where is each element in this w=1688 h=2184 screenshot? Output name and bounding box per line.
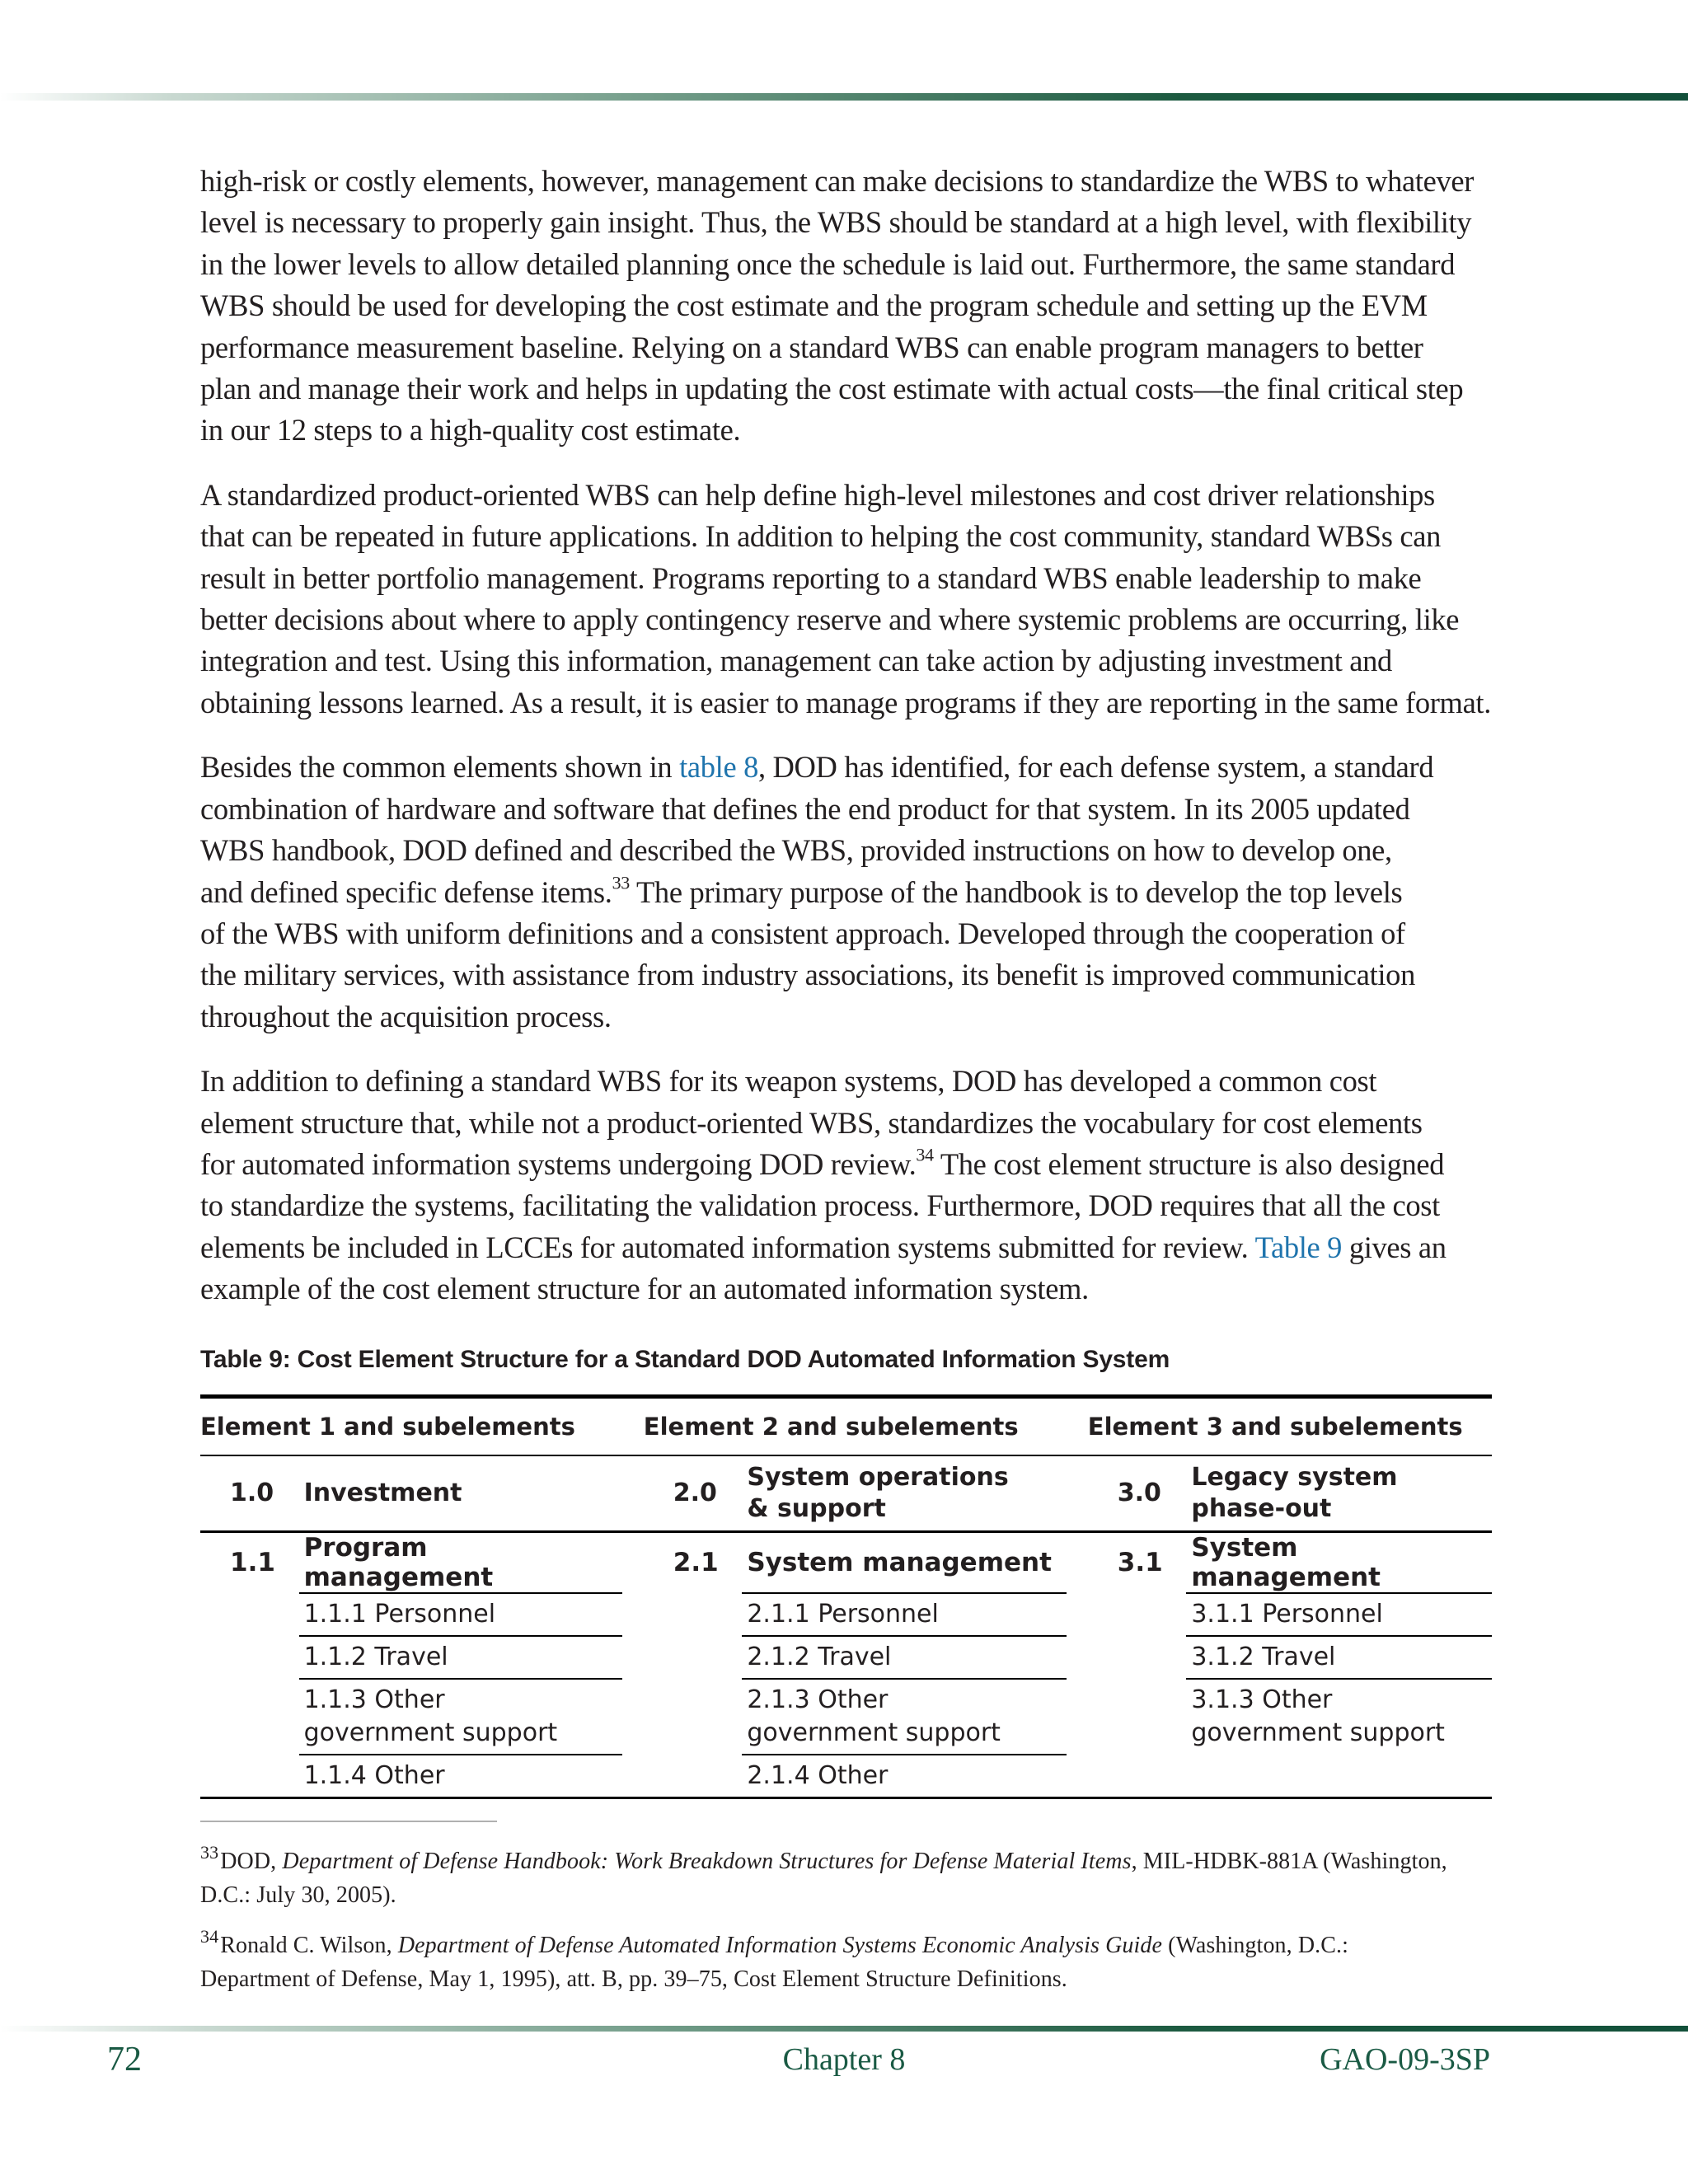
paragraph-2 — [200, 475, 1493, 724]
subelement: 1.1.2 Travel — [299, 1636, 622, 1679]
p1-line: performance measurement baseline. Relying on a standard WBS can enable program managers to better — [200, 330, 1423, 364]
p3-text: , DOD has identified, for each defense system, a standard — [757, 750, 1434, 785]
p1-line: high-risk or costly elements, however, management can make decisions to standardize the WBS to whatever — [200, 164, 1475, 198]
p2-line: result in better portfolio management. Programs reporting to a standard WBS enable leadership to make — [200, 560, 1422, 595]
p1-line: in our 12 steps to a high-quality cost estimate. — [200, 413, 741, 448]
footnote-ref-33[interactable]: 33 — [612, 872, 630, 893]
subelement: 1.1.3 Other government support — [299, 1679, 622, 1755]
footnote-33 — [200, 1841, 1493, 1912]
p2-line: A standardized product-oriented WBS can help define high-level milestones and cost driver relationships — [200, 477, 1435, 512]
p1-line: plan and manage their work and helps in updating the cost estimate with actual costs—the final critical step — [200, 372, 1464, 406]
subelement: 2.1.2 Travel — [742, 1636, 1066, 1679]
top-decorative-rule — [0, 93, 1688, 101]
p4-text: gives an — [1342, 1230, 1447, 1264]
footnote-text: Department of Defense, May 1, 1995), att. B, pp. 39–75, Cost Element Structure Definitions. — [200, 1966, 1067, 1992]
p1-line: WBS should be used for developing the cost estimate and the program schedule and setting up the EVM — [200, 288, 1428, 323]
subelement: 3.1.2 Travel — [1186, 1636, 1492, 1679]
element-number: 2.1 — [673, 1548, 719, 1578]
footnote-title: Department of Defense Automated Information Systems Economic Analysis Guide — [397, 1933, 1163, 1958]
table-title: Table 9: Cost Element Structure for a Standard DOD Automated Information System — [200, 1345, 1170, 1373]
footnotes — [200, 1841, 1493, 2013]
subelement: 2.1.1 Personnel — [742, 1593, 1066, 1636]
table-row — [200, 1636, 1492, 1679]
element-label: System management — [742, 1531, 1066, 1593]
document-id: GAO-09-3SP — [1320, 2042, 1490, 2077]
footnote-title: Department of Defense Handbook: Work Breakdown Structures for Defense Material Items — [282, 1849, 1132, 1874]
p2-line: obtaining lessons learned. As a result, it is easier to manage programs if they are reporting in the same format. — [200, 685, 1491, 719]
element-label: System operations & support — [742, 1455, 1066, 1532]
p3-line: combination of hardware and software that defines the end product for that system. In its 2005 updated — [200, 791, 1410, 826]
table-row-level0 — [200, 1455, 1492, 1532]
paragraph-3 — [200, 747, 1493, 1038]
cost-element-table — [200, 1394, 1492, 1799]
paragraph-1 — [200, 161, 1493, 452]
table-header-row — [200, 1396, 1492, 1455]
table-row — [200, 1755, 1492, 1798]
p2-line: better decisions about where to apply contingency reserve and where systemic problems are occurring, like — [200, 602, 1460, 637]
element-number: 3.1 — [1117, 1548, 1163, 1578]
footnote-ref-34[interactable]: 34 — [916, 1144, 934, 1165]
p1-line: level is necessary to properly gain insight. Thus, the WBS should be standard at a high level, with flexibility — [200, 205, 1472, 240]
p3-text: The primary purpose of the handbook is to develop the top levels — [629, 874, 1403, 909]
column-header: Element 1 and subelements — [200, 1396, 622, 1455]
footnote-number: 33 — [200, 1841, 219, 1863]
footnote-34 — [200, 1925, 1493, 1996]
p2-line: that can be repeated in future applications. In addition to helping the cost community, standard WBSs can — [200, 519, 1441, 554]
table-row — [200, 1593, 1492, 1636]
element-label: Legacy system phase-out — [1186, 1455, 1492, 1532]
footnote-separator — [200, 1821, 497, 1822]
table-9-link[interactable]: Table 9 — [1254, 1230, 1343, 1264]
chapter-label: Chapter 8 — [782, 2042, 906, 2077]
element-number: 1.1 — [230, 1548, 275, 1578]
footnote-text: Ronald C. Wilson, — [220, 1933, 398, 1958]
footnote-text: , MIL-HDBK-881A (Washington, — [1131, 1849, 1447, 1874]
element-label: System management — [1186, 1531, 1492, 1593]
p3-line: of the WBS with uniform definitions and a consistent approach. Developed through the cooperation of — [200, 916, 1405, 950]
table-row — [200, 1679, 1492, 1755]
p3-text: and defined specific defense items. — [200, 874, 612, 909]
p3-line: the military services, with assistance from industry associations, its benefit is improved communication — [200, 958, 1415, 992]
paragraph-4 — [200, 1061, 1493, 1310]
p4-text: for automated information systems undergoing DOD review. — [200, 1146, 917, 1181]
footnote-text: DOD, — [220, 1849, 283, 1874]
footnote-number: 34 — [200, 1925, 219, 1947]
page-body — [200, 161, 1493, 1799]
table-row-level1 — [200, 1531, 1492, 1593]
subelement: 2.1.4 Other — [747, 1761, 889, 1791]
p4-line: element structure that, while not a product-oriented WBS, standardizes the vocabulary for cost elements — [200, 1105, 1423, 1140]
element-number: 1.0 — [200, 1455, 299, 1532]
column-header: Element 3 and subelements — [1088, 1396, 1492, 1455]
p4-line: to standardize the systems, facilitating the validation process. Furthermore, DOD requires that all the cost — [200, 1188, 1440, 1223]
element-number: 2.0 — [644, 1455, 743, 1532]
column-header: Element 2 and subelements — [644, 1396, 1067, 1455]
p2-line: integration and test. Using this information, management can take action by adjusting investment and — [200, 644, 1392, 678]
footnote-text: (Washington, D.C.: — [1162, 1933, 1349, 1958]
p3-line: throughout the acquisition process. — [200, 999, 612, 1033]
footnote-text: D.C.: July 30, 2005). — [200, 1882, 396, 1908]
subelement: 1.1.4 Other — [303, 1761, 445, 1791]
p4-line: In addition to defining a standard WBS for its weapon systems, DOD has developed a common cost — [200, 1064, 1377, 1099]
element-number: 3.0 — [1088, 1455, 1187, 1532]
subelement: 1.1.1 Personnel — [299, 1593, 622, 1636]
p4-text: The cost element structure is also designed — [933, 1146, 1445, 1181]
element-label: Investment — [299, 1455, 622, 1532]
p3-text: Besides the common elements shown in — [200, 750, 680, 785]
subelement: 2.1.3 Other government support — [742, 1679, 1066, 1755]
bottom-decorative-rule — [0, 2026, 1688, 2032]
element-label: Program management — [299, 1531, 622, 1593]
subelement: 3.1.3 Other government support — [1191, 1685, 1445, 1748]
table-8-link[interactable]: table 8 — [679, 750, 758, 785]
p4-text: elements be included in LCCEs for automated information systems submitted for review. — [200, 1230, 1255, 1264]
subelement: 3.1.1 Personnel — [1186, 1593, 1492, 1636]
page-number: 72 — [107, 2041, 142, 2079]
p1-line: in the lower levels to allow detailed planning once the schedule is laid out. Furthermore, the same standard — [200, 246, 1456, 281]
p4-line: example of the cost element structure for an automated information system. — [200, 1272, 1089, 1306]
p3-line: WBS handbook, DOD defined and described the WBS, provided instructions on how to develop one, — [200, 833, 1392, 868]
